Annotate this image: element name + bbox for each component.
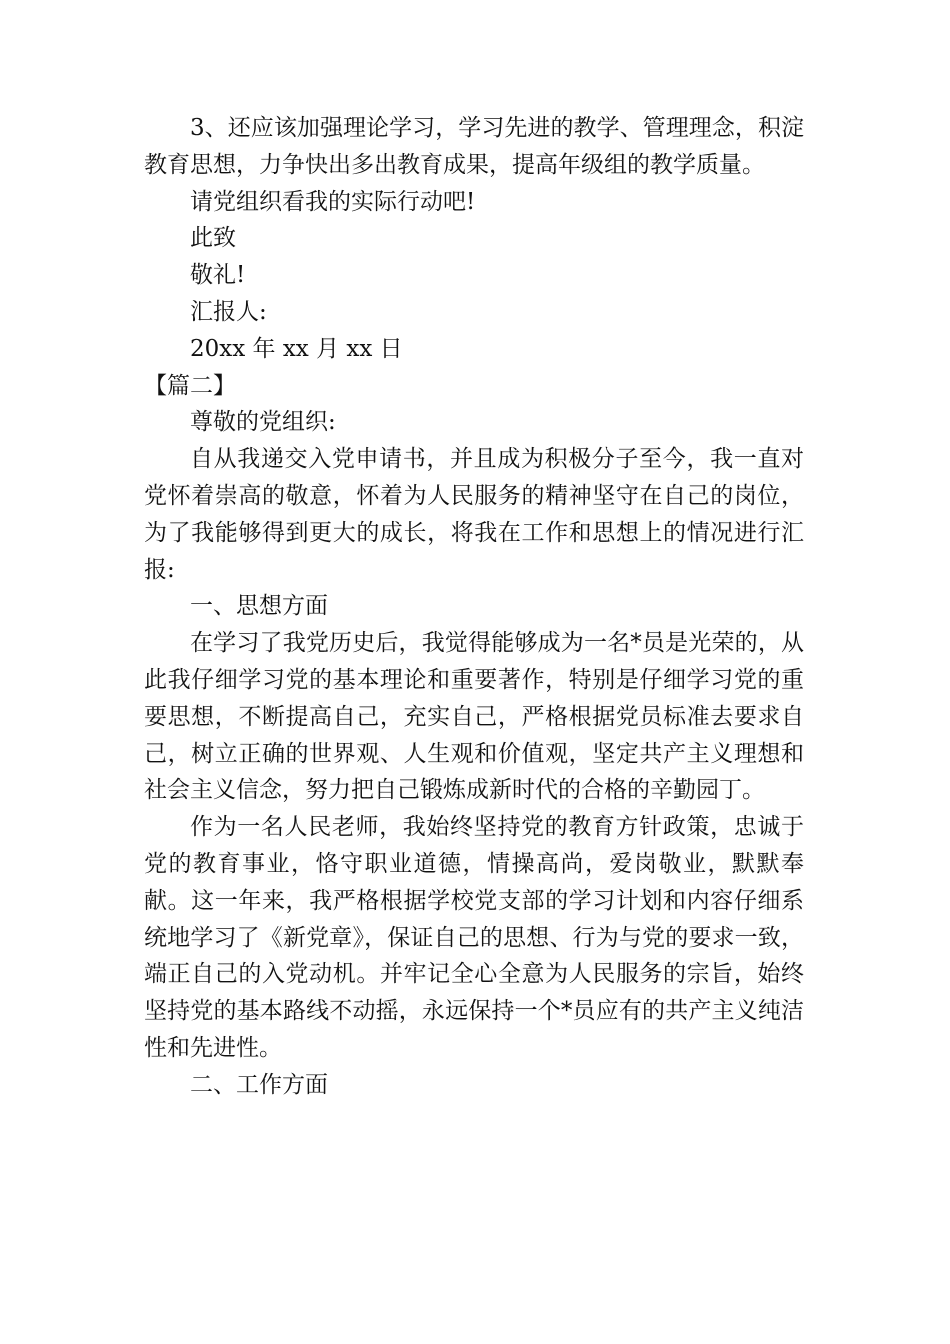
heading-work: 二、工作方面 xyxy=(190,1071,328,1098)
reporter-label: 汇报人: xyxy=(190,298,267,325)
heading-thought: 一、思想方面 xyxy=(190,593,328,620)
salutation: 尊敬的党组织: xyxy=(190,409,336,436)
paragraph-thought-1: 在学习了我党历史后，我觉得能够成为一名*员是光荣的，从此我仔细学习党的基本理论和重要著作，特别是仔细学习党的重要思想，不断提高自己，充实自己，严格根据党员标准去要求自己，树立正确的世界观、人生观和价值观，坚定共产主义理想和社会主义信念，努力把自己锻炼成新时代的合格的辛勤园丁。 xyxy=(144,630,804,804)
section-title: 【篇二】 xyxy=(144,372,236,399)
closing-jingli: 敬礼! xyxy=(190,262,246,289)
closing-action-line: 请党组织看我的实际行动吧! xyxy=(190,188,476,215)
closing-cizhi: 此致 xyxy=(190,225,236,252)
paragraph-intro: 自从我递交入党申请书，并且成为积极分子至今，我一直对党怀着崇高的敬意，怀着为人民服务的精神坚守在自己的岗位，为了我能够得到更大的成长，将我在工作和思想上的情况进行汇报: xyxy=(144,446,804,583)
paragraph-thought-2: 作为一名人民老师，我始终坚持党的教育方针政策，忠诚于党的教育事业，恪守职业道德，情操高尚，爱岗敬业，默默奉献。这一年来，我严格根据学校党支部的学习计划和内容仔细系统地学习了《新党章》，保证自己的思想、行为与党的要求一致，端正自己的入党动机。并牢记全心全意为人民服务的宗旨，始终坚持党的基本路线不动摇，永远保持一个*员应有的共产主义纯洁性和先进性。 xyxy=(144,814,804,1061)
paragraph-point-3: 3、还应该加强理论学习，学习先进的教学、管理理念，积淀教育思想，力争快出多出教育成果，提高年级组的教学质量。 xyxy=(144,115,804,178)
report-date: 20xx 年 xx 月 xx 日 xyxy=(190,335,403,362)
document-body xyxy=(144,110,804,1104)
